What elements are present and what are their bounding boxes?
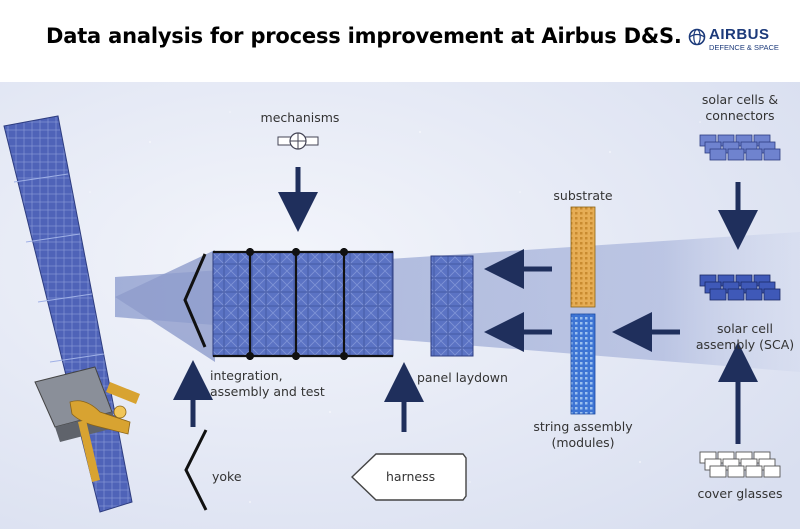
string-assembly-block bbox=[571, 314, 595, 414]
process-diagram bbox=[0, 82, 800, 529]
label-string-assembly-line1: string assembly bbox=[533, 419, 633, 434]
label-integration-line1: integration, bbox=[210, 368, 283, 383]
label-cover-glasses: cover glasses bbox=[697, 486, 783, 501]
label-solar-cells-line1: solar cells & bbox=[701, 92, 779, 107]
label-sca-line1: solar cell bbox=[717, 321, 773, 336]
label-mechanisms: mechanisms bbox=[260, 110, 340, 125]
label-panel-laydown: panel laydown bbox=[417, 370, 508, 385]
header bbox=[0, 0, 800, 82]
diagram-canvas bbox=[0, 82, 800, 529]
label-substrate: substrate bbox=[553, 188, 613, 203]
label-string-assembly-line2: (modules) bbox=[551, 435, 615, 450]
label-solar-cells-line2: connectors bbox=[705, 108, 775, 123]
label-sca-line2: assembly (SCA) bbox=[695, 337, 795, 352]
substrate-block bbox=[571, 207, 595, 307]
airbus-globe-icon bbox=[688, 28, 706, 46]
logo-name: AIRBUS bbox=[709, 26, 770, 43]
integrated-panel bbox=[185, 248, 393, 360]
laydown-panel bbox=[431, 256, 473, 356]
label-harness: harness bbox=[386, 469, 436, 484]
label-yoke: yoke bbox=[212, 469, 242, 484]
logo-subtitle: DEFENCE & SPACE bbox=[709, 43, 779, 52]
airbus-logo bbox=[688, 26, 788, 56]
label-integration-line2: assembly and test bbox=[210, 384, 325, 399]
page-title: Data analysis for process improvement at Airbus D&S. bbox=[46, 24, 682, 48]
